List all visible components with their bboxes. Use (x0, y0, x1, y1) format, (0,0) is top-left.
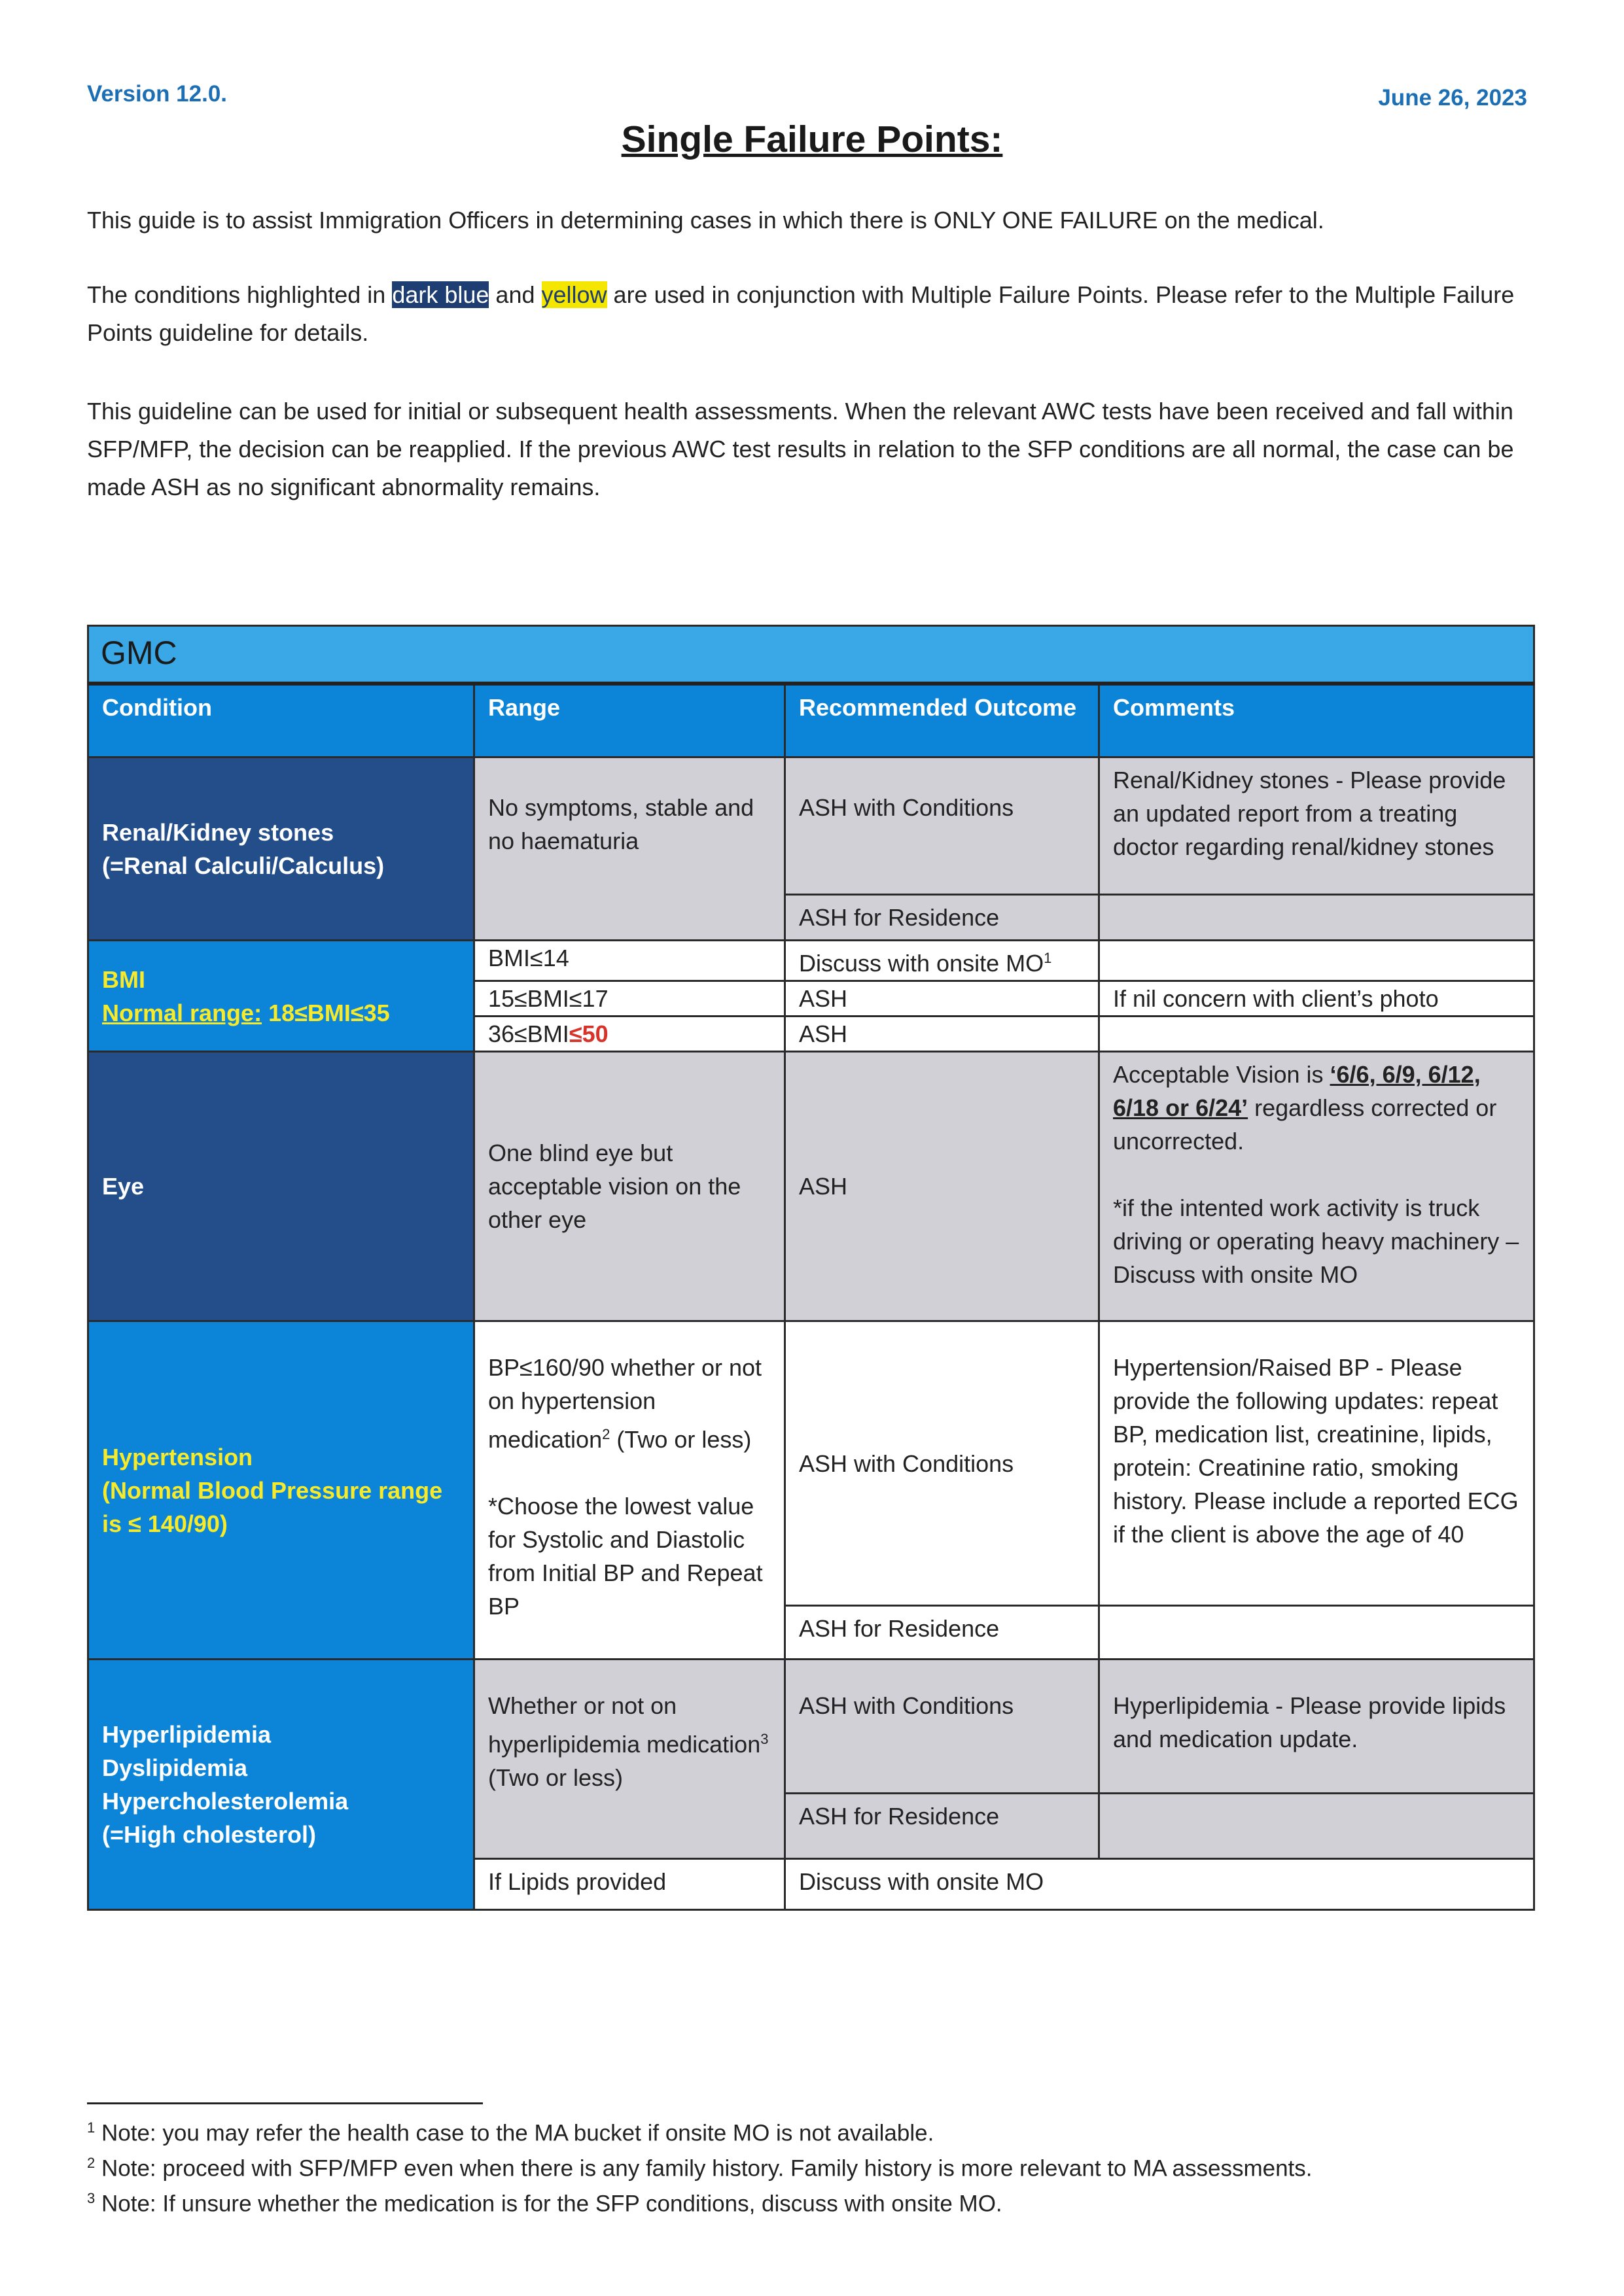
header-comments: Comments (1099, 684, 1534, 757)
renal-outcome-conditions: ASH with Conditions (785, 757, 1099, 895)
intro-paragraph-2 (87, 276, 1533, 352)
page-title: Single Failure Points: (621, 118, 1003, 160)
hypertension-comment: Hypertension/Raised BP - Please provide the following updates: repeat BP, medication list, creatinine, lipids, protein: Creatinine ratio, smoking history. Please include a reported ECG if the client is above the age of 40 (1099, 1321, 1534, 1606)
intro-paragraph-3: This guideline can be used for initial or subsequent health assessments. When the relevant AWC tests have been received and fall within SFP/MFP, the decision can be reapplied. If the previous AWC test results in relation to the SFP conditions are all normal, the case can be made ASH as no significant abnormality remains. (87, 398, 1514, 500)
eye-range: One blind eye but acceptable vision on the other eye (474, 1052, 785, 1321)
renal-outcome-residence: ASH for Residence (785, 895, 1099, 941)
renal-condition-line1: Renal/Kidney stones (102, 818, 334, 846)
footnote-ref-2: 2 (602, 1426, 610, 1442)
renal-range: No symptoms, stable and no haematuria (474, 757, 785, 941)
hyperlipidemia-comment-empty (1099, 1794, 1534, 1859)
bmi-range-1: BMI≤14 (474, 941, 785, 981)
footnote-1-text: Note: you may refer the health case to the MA bucket if onsite MO is not available. (95, 2120, 934, 2146)
footnote-3 (87, 2190, 1002, 2218)
bmi-outcome-2: ASH (785, 981, 1099, 1017)
renal-condition-line2: (=Renal Calculi/Calculus) (102, 852, 385, 879)
footnote-ref-3: 3 (760, 1731, 769, 1747)
hypertension-condition-line2: (Normal Blood Pressure range is ≤ 140/90) (102, 1476, 443, 1537)
hypertension-comment-empty (1099, 1606, 1534, 1660)
eye-outcome: ASH (785, 1052, 1099, 1321)
hypertension-condition-line1: Hypertension (102, 1443, 253, 1470)
footnote-2 (87, 2155, 1312, 2182)
footnote-divider (87, 2102, 483, 2104)
eye-comment-values: ‘6/6, 6/9, 6/12, 6/18 or 6/24’ (1113, 1061, 1481, 1121)
date-label: June 26, 2023 (1378, 85, 1527, 111)
gmc-title-text: GMC (101, 634, 177, 671)
bmi-range-3 (474, 1017, 785, 1052)
hyperlipidemia-outcome-conditions: ASH with Conditions (785, 1660, 1099, 1794)
footnote-2-num: 2 (87, 2155, 96, 2171)
hyperlipidemia-range-start: Whether or not on hyperlipidemia medication (488, 1692, 761, 1758)
eye-condition: Eye (88, 1052, 474, 1321)
gmc-title (88, 626, 1534, 684)
bmi-range-2: 15≤BMI≤17 (474, 981, 785, 1017)
hypertension-range-main (488, 1351, 771, 1456)
bmi-condition (88, 941, 474, 1052)
hyperlipidemia-range-end: (Two or less) (488, 1764, 624, 1791)
bmi-comment-2: If nil concern with client’s photo (1099, 981, 1534, 1017)
renal-condition (88, 757, 474, 941)
eye-comment-start: Acceptable Vision is (1113, 1061, 1330, 1088)
hyperlipidemia-outcome-lipids: Discuss with onsite MO (785, 1859, 1534, 1910)
eye-comment-note: *if the intented work activity is truck driving or operating heavy machinery – Discuss with onsite MO (1113, 1194, 1519, 1288)
bmi-comment-1 (1099, 941, 1534, 981)
bmi-range-3-red: ≤50 (569, 1020, 609, 1047)
yellow-highlight: yellow (541, 281, 607, 308)
bmi-normal-range (102, 996, 460, 1030)
hyperlipidemia-condition-line3: Hypercholesterolemia (102, 1788, 349, 1815)
bmi-outcome-1 (785, 941, 1099, 981)
hyperlipidemia-range-lipids: If Lipids provided (474, 1859, 785, 1910)
eye-comment-end: regardless corrected or uncorrected. (1113, 1094, 1497, 1155)
footnote-1-num: 1 (87, 2119, 96, 2136)
bmi-outcome-3: ASH (785, 1017, 1099, 1052)
footnote-3-num: 3 (87, 2190, 96, 2206)
intro-p2-end: are used in conjunction with Multiple Failure Points. Please refer to the Multiple Failure Points guideline for details. (87, 281, 1515, 346)
bmi-outcome-1-text: Discuss with onsite MO (799, 950, 1044, 977)
hyperlipidemia-condition (88, 1660, 474, 1910)
footnote-ref-1: 1 (1044, 950, 1052, 966)
dark-blue-highlight: dark blue (392, 281, 489, 308)
bmi-range-3-start: 36≤BMI (488, 1020, 569, 1047)
bmi-normal-value: 18≤BMI≤35 (262, 999, 390, 1026)
gmc-table (87, 625, 1535, 1911)
hypertension-outcome-residence: ASH for Residence (785, 1606, 1099, 1660)
bmi-condition-line1: BMI (102, 965, 145, 993)
hypertension-condition (88, 1321, 474, 1660)
hyperlipidemia-condition-line2: Dyslipidemia (102, 1754, 248, 1781)
renal-comment-empty (1099, 895, 1534, 941)
hypertension-range (474, 1321, 785, 1660)
hyperlipidemia-range (474, 1660, 785, 1859)
bmi-comment-3 (1099, 1017, 1534, 1052)
hyperlipidemia-condition-line4: (=High cholesterol) (102, 1821, 317, 1848)
intro-p2-and: and (489, 281, 542, 308)
hyperlipidemia-comment: Hyperlipidemia - Please provide lipids and medication update. (1099, 1660, 1534, 1794)
header-outcome: Recommended Outcome (785, 684, 1099, 757)
header-condition: Condition (88, 684, 474, 757)
footnote-2-text: Note: proceed with SFP/MFP even when there is any family history. Family history is more relevant to MA assessments. (95, 2155, 1313, 2182)
hypertension-range-end: (Two or less) (610, 1426, 752, 1453)
eye-comment-vision (1113, 1058, 1520, 1158)
eye-comment (1099, 1052, 1534, 1321)
header-range: Range (474, 684, 785, 757)
hyperlipidemia-condition-line1: Hyperlipidemia (102, 1721, 272, 1748)
hypertension-range-start: BP≤160/90 whether or not on hypertension medication (488, 1354, 762, 1453)
hypertension-range-note: *Choose the lowest value for Systolic and Diastolic from Initial BP and Repeat BP (488, 1493, 763, 1620)
intro-paragraph-1: This guide is to assist Immigration Officers in determining cases in which there is ONLY ONE FAILURE on the medical. (87, 207, 1324, 234)
bmi-normal-label: Normal range: (102, 999, 262, 1026)
footnote-3-text: Note: If unsure whether the medication is for the SFP conditions, discuss with onsite MO. (95, 2191, 1002, 2217)
hyperlipidemia-outcome-residence: ASH for Residence (785, 1794, 1099, 1859)
intro-p2-start: The conditions highlighted in (87, 281, 393, 308)
footnote-1 (87, 2119, 934, 2147)
renal-comment: Renal/Kidney stones - Please provide an updated report from a treating doctor regarding renal/kidney stones (1099, 757, 1534, 895)
hypertension-outcome-conditions: ASH with Conditions (785, 1321, 1099, 1606)
version-label: Version 12.0. (87, 81, 228, 107)
